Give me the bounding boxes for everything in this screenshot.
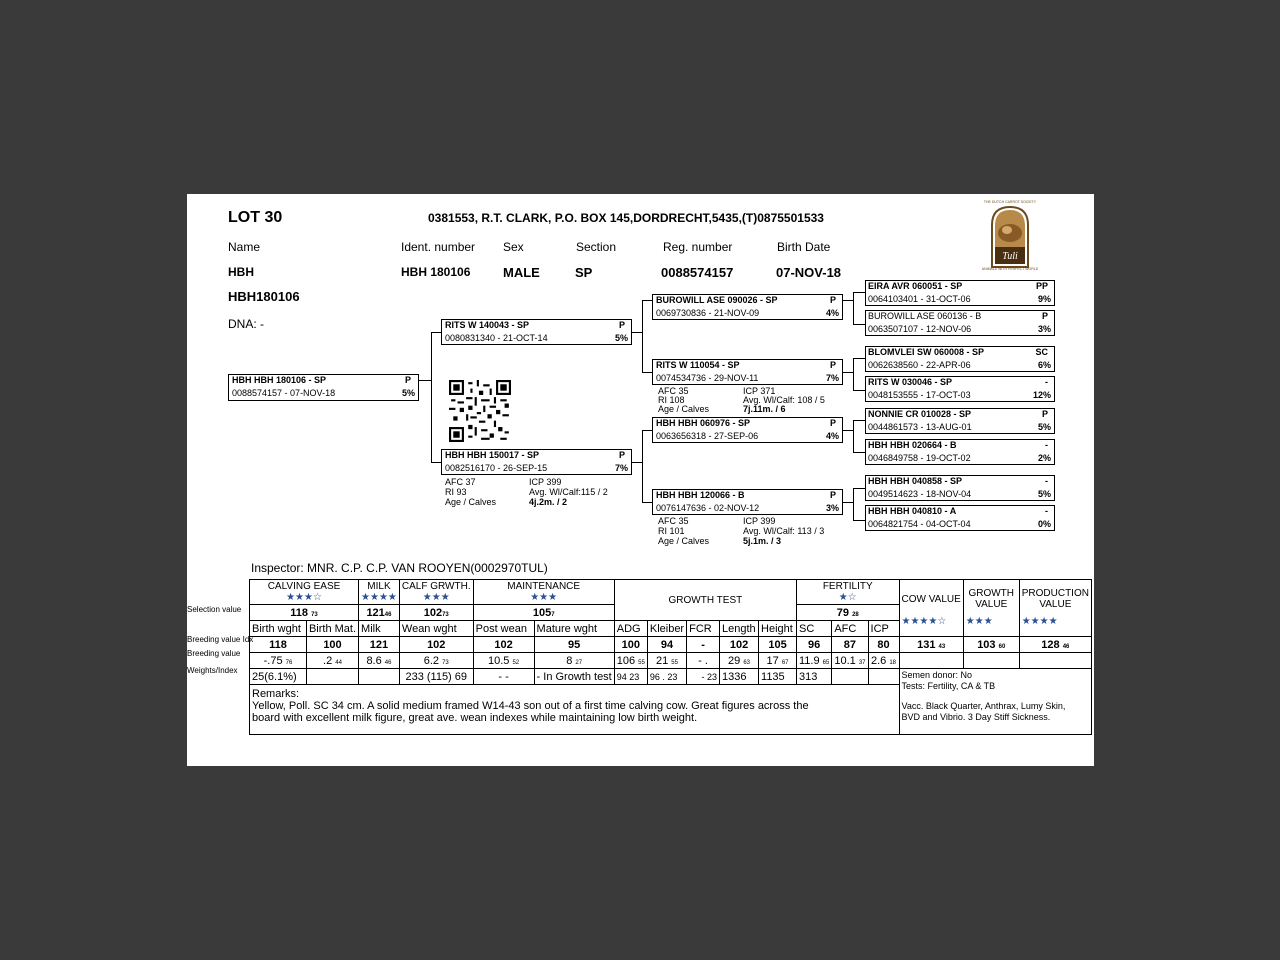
value-score-sub: 46 <box>1062 643 1070 650</box>
side-label-selection: Selection value <box>187 605 242 614</box>
wi-mature: - In Growth test <box>534 669 614 685</box>
value-score-main: 128 <box>1041 638 1060 651</box>
milk-title: MILK <box>367 581 391 592</box>
wi-height: 1135 <box>759 669 797 685</box>
header-maintenance <box>473 580 614 605</box>
bv-accuracy: 46 <box>384 659 392 666</box>
dd-afc: AFC 35 <box>658 516 689 526</box>
dam-age-label: Age / Calves <box>445 497 497 507</box>
remarks-line-2: board with excellent milk figure, great ave. wean indexes while maintaining low birth weight. <box>252 712 698 724</box>
connector <box>853 520 865 521</box>
dd-title: HBH HBH 120066 - B <box>656 490 745 500</box>
sds-title: BLOMVLEI SW 060008 - SP <box>868 347 985 357</box>
bv-accuracy: 52 <box>512 659 520 666</box>
value-score-0 <box>899 637 963 653</box>
connector <box>853 390 865 391</box>
sss-title: EIRA AVR 060051 - SP <box>868 281 963 291</box>
wi-fcr: - 23 <box>687 669 720 685</box>
ident-label: Ident. number <box>401 240 476 254</box>
value-score-1 <box>963 637 1019 653</box>
sel-calving-sub: 73 <box>311 611 318 618</box>
bv-value: 29 <box>728 654 741 667</box>
sire-line: 0080831340 - 21-OCT-14 <box>445 333 548 343</box>
lot-number: LOT 30 <box>228 209 283 226</box>
dsd-title: HBH HBH 020664 - B <box>868 440 957 450</box>
bv-empty-2 <box>1019 653 1091 669</box>
ddd-title: HBH HBH 040810 - A <box>868 506 957 516</box>
animal-name-2: HBH180106 <box>228 289 300 304</box>
sd-pct: 7% <box>825 373 839 383</box>
bvi-6: 100 <box>614 637 647 653</box>
bv-value: 21 <box>655 654 669 667</box>
bv-4 <box>473 653 534 669</box>
pedigree-ddd <box>865 505 1055 531</box>
pedigree-sire-dam <box>652 359 843 385</box>
side-label-bv: Breeding value <box>187 649 241 658</box>
bv-13 <box>868 653 899 669</box>
section-label: Section <box>576 240 617 254</box>
animal-section: SP <box>575 265 593 280</box>
fertility-stars: ★☆ <box>838 592 857 603</box>
name-label: Name <box>228 240 261 254</box>
connector <box>642 300 652 301</box>
sd-age-label: Age / Calves <box>658 404 710 414</box>
sel-fert-val: 79 <box>836 606 849 619</box>
dd-ri: RI 101 <box>658 526 685 536</box>
bv-value: 8.6 <box>366 654 382 667</box>
bv-1 <box>306 653 358 669</box>
pedigree-dds <box>865 475 1055 501</box>
col-header-8: FCR <box>687 621 720 637</box>
dd-line: 0076147636 - 02-NOV-12 <box>656 503 760 513</box>
sel-calving-val: 118 <box>290 606 309 619</box>
cow-value-title: COW VALUE <box>901 594 961 605</box>
calving-ease-stars: ★★★☆ <box>286 592 322 603</box>
sex-label: Sex <box>503 240 524 254</box>
bvi-2: 121 <box>359 637 400 653</box>
animal-sex: MALE <box>503 265 540 280</box>
ds-pct: 4% <box>825 431 839 441</box>
animal-birth: 07-NOV-18 <box>776 265 842 280</box>
pedigree-sire-sire <box>652 294 843 320</box>
vaccination-line-1: Vacc. Black Quarter, Anthrax, Lumy Skin, <box>901 701 1066 711</box>
bvi-5: 95 <box>534 637 614 653</box>
sel-milk-val: 121 <box>366 606 385 619</box>
wi-wean: 233 (115) 69 <box>399 669 473 685</box>
sire-code: P <box>618 320 625 330</box>
sel-calf <box>399 605 473 621</box>
bvi-7: 94 <box>647 637 686 653</box>
animal-name: HBH <box>228 265 254 279</box>
bv-value: 11.9 <box>799 654 820 667</box>
col-header-2: Milk <box>359 621 400 637</box>
calving-ease-title: CALVING EASE <box>267 581 341 592</box>
qr-code <box>449 380 511 442</box>
dsd-code: - <box>1045 440 1048 450</box>
dam-line: 0082516170 - 26-SEP-15 <box>445 463 548 473</box>
bv-accuracy: 55 <box>638 659 645 666</box>
header-calf-growth <box>399 580 473 605</box>
vaccination-line-2: BVD and Vibrio. 3 Day Stiff Sickness. <box>901 712 1051 722</box>
dam-icp: ICP 399 <box>529 477 562 487</box>
maintenance-title: MAINTENANCE <box>507 581 581 592</box>
sel-maint <box>473 605 614 621</box>
wi-kleiber: 96 . 23 <box>647 669 686 685</box>
bv-value: 17 <box>766 654 779 667</box>
sel-calving <box>250 605 359 621</box>
sel-milk <box>359 605 400 621</box>
maintenance-stars: ★★★ <box>530 592 558 603</box>
semen-donor: Semen donor: No <box>901 670 973 680</box>
connector <box>642 300 643 372</box>
sss-code: PP <box>1035 281 1048 291</box>
dam-code: P <box>618 450 625 460</box>
bv-12 <box>832 653 868 669</box>
col-header-5: Mature wght <box>534 621 614 637</box>
owner-line: 0381553, R.T. CLARK, P.O. BOX 145,DORDRECHT,5435,(T)0875501533 <box>428 211 824 225</box>
bv-accuracy: 18 <box>889 659 897 666</box>
pedigree-subject <box>228 374 419 401</box>
bv-value: -.75 <box>263 654 283 667</box>
bv-value: - . <box>698 654 708 667</box>
dds-line: 0049514623 - 18-NOV-04 <box>868 489 972 499</box>
sel-calf-val: 102 <box>423 606 443 619</box>
sel-milk-sub: 46 <box>384 611 392 618</box>
sel-calf-sub: 73 <box>442 611 449 618</box>
pedigree-ssd <box>865 310 1055 336</box>
connector <box>853 488 865 489</box>
bv-accuracy: 44 <box>335 659 342 666</box>
col-header-13: ICP <box>868 621 899 637</box>
notes-cell <box>899 669 1092 735</box>
dss-title: NONNIE CR 010028 - SP <box>868 409 972 419</box>
ds-code: P <box>829 418 836 428</box>
dam-pct: 7% <box>614 463 628 473</box>
connector <box>642 430 652 431</box>
subject-code: P <box>404 375 411 385</box>
calf-growth-title: CALF GRWTH. <box>401 581 471 592</box>
ssd-title: BUROWILL ASE 060136 - B <box>868 311 982 321</box>
bv-11 <box>797 653 832 669</box>
calf-growth-stars: ★★★ <box>422 592 450 603</box>
dds-pct: 5% <box>1037 489 1051 499</box>
subject-title: HBH HBH 180106 - SP <box>232 375 327 385</box>
bv-8 <box>687 653 720 669</box>
milk-stars: ★★★★ <box>361 592 397 603</box>
dd-avg: Avg. Wl/Calf: 113 / 3 <box>743 526 825 536</box>
bv-6 <box>614 653 647 669</box>
ddd-code: - <box>1045 506 1048 516</box>
bv-accuracy: 55 <box>671 659 678 666</box>
col-header-3: Wean wght <box>399 621 473 637</box>
connector <box>642 372 652 373</box>
wi-birth-mat <box>306 669 358 685</box>
wi-birth-weight: 25(6.1%) <box>250 669 307 685</box>
dss-code: P <box>1041 409 1048 419</box>
bv-7 <box>647 653 686 669</box>
connector <box>853 452 865 453</box>
connector <box>419 380 431 381</box>
connector <box>843 372 853 373</box>
production-value-title: PRODUCTION VALUE <box>1021 588 1089 610</box>
sd-afc: AFC 35 <box>658 386 689 396</box>
dam-afc: AFC 37 <box>445 477 476 487</box>
bv-value: 10.5 <box>487 654 510 667</box>
reg-label: Reg. number <box>663 240 733 254</box>
pedigree-sss <box>865 280 1055 306</box>
logo-bottom-text: ANIMALS WITH PERFECT WORLD <box>982 267 1038 271</box>
connector <box>642 430 643 502</box>
dds-code: - <box>1045 476 1048 486</box>
value-score-sub: 43 <box>938 643 946 650</box>
sdd-title: RITS W 030046 - SP <box>868 377 953 387</box>
bv-accuracy: 67 <box>781 659 789 666</box>
bv-0 <box>250 653 307 669</box>
subject-pct: 5% <box>401 388 415 398</box>
sd-avg: Avg. Wl/Calf: 108 / 5 <box>743 395 825 405</box>
header-cow-value <box>899 580 963 637</box>
connector <box>843 430 853 431</box>
dsd-line: 0046849758 - 19-OCT-02 <box>868 453 971 463</box>
ds-line: 0063656318 - 27-SEP-06 <box>656 431 759 441</box>
col-header-0: Birth wght <box>250 621 307 637</box>
sel-fert <box>797 605 900 621</box>
sd-age: 7j.11m. / 6 <box>743 404 786 414</box>
dd-age-label: Age / Calves <box>658 536 710 546</box>
sire-title: RITS W 140043 - SP <box>445 320 530 330</box>
dam-ri: RI 93 <box>445 487 467 497</box>
ss-pct: 4% <box>825 308 839 318</box>
bv-10 <box>759 653 797 669</box>
logo-name: Tuli <box>1002 251 1018 262</box>
sel-maint-val: 105 <box>532 606 552 619</box>
pedigree-dam <box>441 449 632 475</box>
ss-line: 0069730836 - 21-NOV-09 <box>656 308 760 318</box>
connector <box>632 332 642 333</box>
fertility-title: FERTILITY <box>822 581 873 592</box>
connector <box>632 462 642 463</box>
bv-3 <box>399 653 473 669</box>
dd-pct: 3% <box>825 503 839 513</box>
sd-title: RITS W 110054 - SP <box>656 360 740 370</box>
pedigree-dsd <box>865 439 1055 465</box>
ssd-line: 0063507107 - 12-NOV-06 <box>868 324 972 334</box>
production-value-stars: ★★★★ <box>1021 616 1058 627</box>
remarks-cell <box>250 685 900 735</box>
connector <box>642 502 652 503</box>
pedigree-sheet <box>187 194 1094 766</box>
wi-adg: 94 23 <box>614 669 647 685</box>
sel-maint-sub: 7 <box>551 611 555 618</box>
bv-accuracy: 65 <box>822 659 830 666</box>
birth-label: Birth Date <box>777 240 831 254</box>
col-header-11: SC <box>797 621 832 637</box>
subject-line: 0088574157 - 07-NOV-18 <box>232 388 336 398</box>
connector <box>853 358 865 359</box>
bv-accuracy: 37 <box>858 659 866 666</box>
dss-line: 0044861573 - 13-AUG-01 <box>868 422 972 432</box>
wi-afc <box>832 669 868 685</box>
header-production-value <box>1019 580 1091 637</box>
sds-code: SC <box>1035 347 1048 357</box>
pedigree-sdd <box>865 376 1055 402</box>
bv-accuracy: 63 <box>743 659 751 666</box>
bv-value: 6.2 <box>423 654 440 667</box>
animal-ident: HBH 180106 <box>401 265 471 279</box>
sdd-line: 0048153555 - 17-OCT-03 <box>868 390 971 400</box>
wi-icp <box>868 669 899 685</box>
connector <box>853 420 865 421</box>
bv-value: 106 <box>616 654 636 667</box>
side-label-bv-index: Breeding value Idx <box>187 635 254 644</box>
pedigree-sds <box>865 346 1055 372</box>
bvi-0: 118 <box>250 637 307 653</box>
connector <box>853 292 865 293</box>
header-calving-ease <box>250 580 359 605</box>
bv-accuracy: 76 <box>285 659 293 666</box>
bvi-9: 102 <box>720 637 759 653</box>
remarks-line-1: Yellow, Poll. SC 34 cm. A solid medium framed W14-43 son out of a first time calving cow. Great figures across the <box>252 700 809 712</box>
dna-text: DNA: - <box>228 317 264 331</box>
col-header-4: Post wean <box>473 621 534 637</box>
value-score-2 <box>1019 637 1091 653</box>
sd-icp: ICP 371 <box>743 386 776 396</box>
bvi-4: 102 <box>473 637 534 653</box>
col-header-9: Length <box>720 621 759 637</box>
cow-value-stars: ★★★★☆ <box>901 616 947 627</box>
dsd-pct: 2% <box>1037 453 1051 463</box>
sd-ri: RI 108 <box>658 395 685 405</box>
connector <box>853 488 854 520</box>
bv-empty-0 <box>899 653 963 669</box>
dd-icp: ICP 399 <box>743 516 776 526</box>
bv-9 <box>720 653 759 669</box>
connector <box>431 332 432 462</box>
bv-accuracy: 27 <box>575 659 583 666</box>
pedigree-dss <box>865 408 1055 434</box>
header-fertility <box>797 580 900 605</box>
col-header-6: ADG <box>614 621 647 637</box>
inspector-line: Inspector: MNR. C.P. C.P. VAN ROOYEN(0002970TUL) <box>251 561 548 575</box>
dss-pct: 5% <box>1037 422 1051 432</box>
sds-line: 0062638560 - 22-APR-06 <box>868 360 971 370</box>
performance-table <box>249 579 1092 735</box>
connector <box>843 300 853 301</box>
side-label-weights: Weights/Index <box>187 666 238 675</box>
bvi-10: 105 <box>759 637 797 653</box>
remarks-label: Remarks: <box>252 688 300 700</box>
dd-code: P <box>829 490 836 500</box>
pedigree-dam-dam <box>652 489 843 515</box>
logo-top-text: THE DUTCH CARROT SOCIETY <box>983 200 1037 204</box>
header-milk <box>359 580 400 605</box>
bvi-8: - <box>687 637 720 653</box>
bvi-13: 80 <box>868 637 899 653</box>
col-header-7: Kleiber <box>647 621 686 637</box>
col-header-1: Birth Mat. <box>306 621 358 637</box>
bv-5 <box>534 653 614 669</box>
dd-age: 5j.1m. / 3 <box>743 536 782 546</box>
pedigree-dam-sire <box>652 417 843 443</box>
wi-post: - - <box>473 669 534 685</box>
ddd-pct: 0% <box>1037 519 1051 529</box>
connector <box>853 420 854 452</box>
dam-avg: Avg. Wl/Calf:115 / 2 <box>529 487 608 497</box>
sss-line: 0064103401 - 31-OCT-06 <box>868 294 971 304</box>
growth-value-title: GROWTH VALUE <box>968 588 1015 610</box>
sdd-code: - <box>1045 377 1048 387</box>
ssd-code: P <box>1041 311 1048 321</box>
col-header-10: Height <box>759 621 797 637</box>
connector <box>853 358 854 390</box>
header-growth-value <box>963 580 1019 637</box>
bvi-12: 87 <box>832 637 868 653</box>
dam-age: 4j.2m. / 2 <box>529 497 568 507</box>
bv-empty-1 <box>963 653 1019 669</box>
value-score-main: 103 <box>977 638 996 651</box>
ssd-pct: 3% <box>1037 324 1051 334</box>
dds-title: HBH HBH 040858 - SP <box>868 476 963 486</box>
tuli-logo <box>982 197 1038 271</box>
growth-value-stars: ★★★ <box>965 616 993 627</box>
bv-value: .2 <box>323 654 333 667</box>
sd-line: 0074534736 - 29-NOV-11 <box>656 373 759 383</box>
tests-text: Tests: Fertility, CA & TB <box>901 681 996 691</box>
pedigree-sire <box>441 319 632 345</box>
ss-code: P <box>829 295 836 305</box>
bv-value: 8 <box>566 654 573 667</box>
col-header-12: AFC <box>832 621 868 637</box>
wi-sc: 313 <box>797 669 832 685</box>
bv-accuracy: 73 <box>442 659 449 666</box>
sss-pct: 9% <box>1037 294 1051 304</box>
sds-pct: 6% <box>1037 360 1051 370</box>
sdd-pct: 12% <box>1032 390 1051 400</box>
bv-value: 10.1 <box>834 654 856 667</box>
bv-2 <box>359 653 400 669</box>
bvi-3: 102 <box>399 637 473 653</box>
header-growth-test: GROWTH TEST <box>614 580 796 621</box>
wi-length: 1336 <box>720 669 759 685</box>
sel-fert-sub: 28 <box>852 611 859 618</box>
ds-title: HBH HBH 060976 - SP <box>656 418 751 428</box>
connector <box>431 462 441 463</box>
animal-reg: 0088574157 <box>661 265 734 280</box>
value-score-sub: 60 <box>998 643 1006 650</box>
connector <box>853 292 854 324</box>
connector <box>843 502 853 503</box>
ddd-line: 0064821754 - 04-OCT-04 <box>868 519 971 529</box>
connector <box>853 324 865 325</box>
connector <box>431 332 441 333</box>
wi-milk <box>359 669 400 685</box>
sd-code: P <box>829 360 836 370</box>
dam-title: HBH HBH 150017 - SP <box>445 450 540 460</box>
sire-pct: 5% <box>614 333 628 343</box>
value-score-main: 131 <box>917 638 936 651</box>
bvi-11: 96 <box>797 637 832 653</box>
bvi-1: 100 <box>306 637 358 653</box>
ss-title: BUROWILL ASE 090026 - SP <box>656 295 778 305</box>
bv-value: 2.6 <box>870 654 887 667</box>
